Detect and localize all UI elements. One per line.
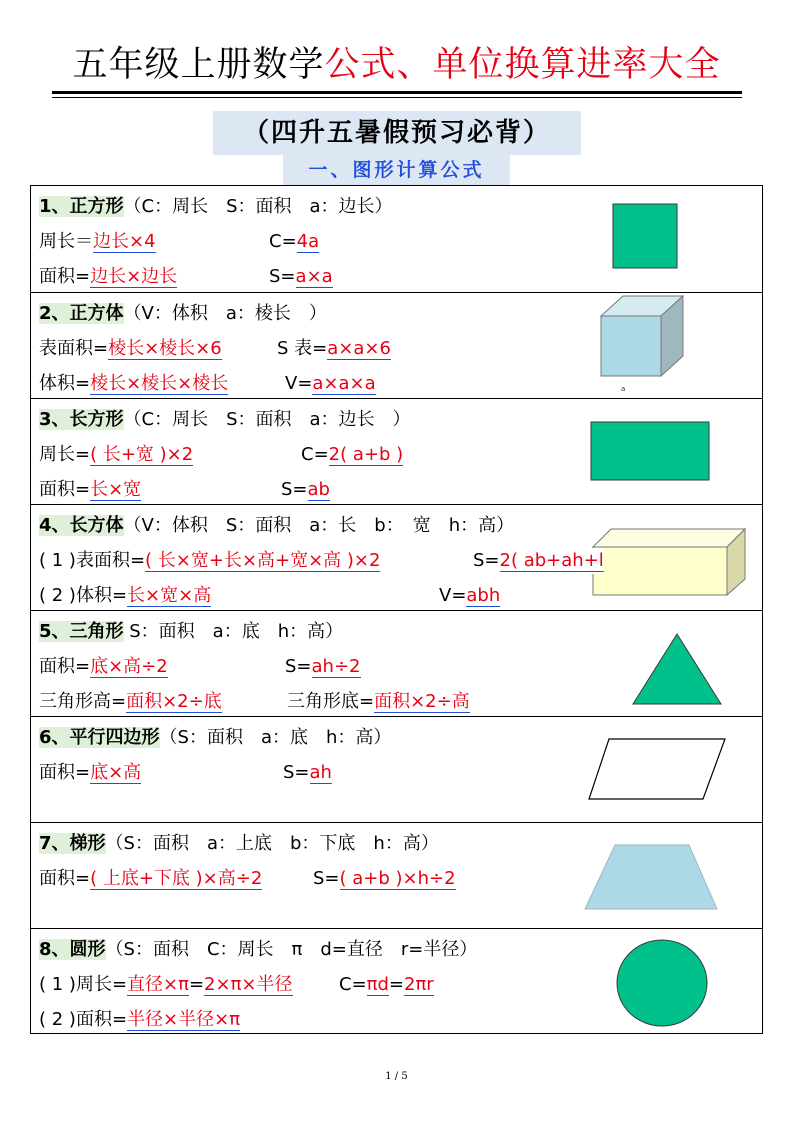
row-2-symbol — [285, 371, 376, 397]
formula: 2( ab+ah+l — [499, 550, 604, 571]
label: S 表= — [277, 338, 328, 359]
label: 三角形高= — [39, 691, 127, 712]
cube-figure — [597, 294, 687, 394]
block-vars: （V：体积 a：棱长 ） — [123, 303, 327, 324]
block-trapezoid — [31, 823, 762, 929]
block-circle — [31, 929, 762, 1033]
row-2 — [39, 1007, 240, 1033]
formula: ( 长+宽 )×2 — [90, 444, 194, 465]
row-2-symbol — [281, 477, 330, 503]
block-heading: 2、正方体 — [39, 303, 124, 324]
row-1 — [39, 442, 193, 468]
block-cuboid — [31, 505, 762, 611]
label: 表面积= — [39, 338, 109, 359]
row-1 — [39, 229, 156, 255]
formula: 棱长×棱长×6 — [108, 338, 222, 359]
formula: 底×高 — [90, 762, 142, 783]
label: ( 2 )体积= — [39, 585, 128, 606]
row-1-symbol — [339, 972, 434, 998]
row-1-symbol — [283, 760, 332, 786]
formula: 长×宽×高 — [127, 585, 212, 606]
subtitle: （四升五暑假预习必背） — [213, 111, 581, 155]
label: C= — [269, 231, 297, 252]
parallelogram-figure — [587, 737, 727, 803]
circle-figure — [615, 939, 711, 1029]
row-2-symbol — [439, 583, 500, 609]
label: S= — [281, 479, 308, 500]
formula: ah — [309, 762, 332, 783]
row-heading — [39, 407, 411, 433]
formula: ( 上底+下底 )×高÷2 — [90, 868, 263, 889]
label: 体积= — [39, 373, 91, 394]
formula: 面积×2÷高 — [374, 691, 470, 712]
block-cube — [31, 293, 762, 399]
formula: a×a×6 — [327, 338, 391, 359]
title-rule-thick — [52, 91, 742, 94]
label: 面积= — [39, 656, 91, 677]
formula: a×a — [295, 266, 333, 287]
formula: 棱长×棱长×棱长 — [90, 373, 229, 394]
formula: ( 长×宽+长×高+宽×高 )×2 — [145, 550, 381, 571]
block-heading: 6、平行四边形 — [39, 727, 160, 748]
row-1 — [39, 336, 222, 362]
block-heading: 3、长方形 — [39, 409, 124, 430]
formula: 半径×半径×π — [127, 1009, 241, 1030]
row-2 — [39, 477, 141, 503]
formula: ab — [307, 479, 330, 500]
formula: 长×宽 — [90, 479, 142, 500]
block-heading: 7、梯形 — [39, 833, 106, 854]
formula: 4a — [296, 231, 320, 252]
cube-label: a — [621, 385, 626, 393]
row-heading — [39, 725, 391, 751]
block-rectangle — [31, 399, 762, 505]
label: S= — [269, 266, 296, 287]
block-vars: （S：面积 a：底 h：高） — [159, 727, 392, 748]
title-black: 五年级上册数学 — [72, 45, 325, 85]
row-1-symbol — [269, 229, 319, 255]
label: S= — [473, 550, 500, 571]
label: ( 1 )表面积= — [39, 550, 146, 571]
section-heading: 一、图形计算公式 — [283, 154, 510, 186]
formula: abh — [466, 585, 501, 606]
formula: 2( a+b ) — [328, 444, 404, 465]
block-vars: （V：体积 S：面积 a：长 b： 宽 h：高） — [123, 515, 515, 536]
row-2 — [39, 264, 177, 290]
row-2-symbol — [269, 264, 333, 290]
title-red: 公式、单位换算进率大全 — [324, 45, 721, 85]
block-vars: （S：面积 a：上底 b：下底 h：高） — [105, 833, 439, 854]
formula: 边长×4 — [93, 231, 156, 252]
label: 周长＝ — [39, 231, 93, 252]
label: C= — [339, 974, 367, 995]
row-1 — [39, 866, 262, 892]
formula: 直径×π — [127, 974, 189, 995]
row-heading — [39, 937, 477, 963]
label: S= — [283, 762, 310, 783]
label: V= — [285, 373, 313, 394]
page-number: 1 / 5 — [385, 1071, 408, 1082]
row-2 — [39, 371, 228, 397]
rectangle-figure — [589, 420, 713, 484]
row-1 — [39, 972, 293, 998]
label: 面积= — [39, 762, 91, 783]
row-2-symbol — [287, 689, 470, 715]
block-vars: （C：周长 S：面积 a：边长 ） — [123, 409, 411, 430]
triangle-figure — [631, 632, 725, 706]
label: 面积= — [39, 479, 91, 500]
label: C= — [301, 444, 329, 465]
block-heading: 5、三角形 — [39, 621, 124, 642]
block-square — [31, 186, 762, 293]
row-1-symbol — [285, 654, 361, 680]
row-1 — [39, 760, 141, 786]
block-heading: 4、长方体 — [39, 515, 124, 536]
label: ( 1 )周长= — [39, 974, 128, 995]
row-2 — [39, 689, 222, 715]
row-1-symbol — [277, 336, 391, 362]
square-figure — [611, 202, 681, 272]
row-heading — [39, 831, 439, 857]
trapezoid-figure — [583, 843, 719, 911]
block-vars: S：面积 a：底 h：高） — [123, 621, 344, 642]
block-triangle — [31, 611, 762, 717]
block-vars: （S：面积 C：周长 π d=直径 r=半径） — [105, 939, 478, 960]
formula: ( a+b )×h÷2 — [339, 868, 456, 889]
formula: 2πr — [404, 974, 434, 995]
formula: 面积×2÷底 — [126, 691, 222, 712]
formula: 边长×边长 — [90, 266, 178, 287]
formula: ah÷2 — [311, 656, 361, 677]
label: 面积= — [39, 868, 91, 889]
label: S= — [285, 656, 312, 677]
equals: = — [188, 974, 205, 995]
row-2 — [39, 583, 211, 609]
formula: πd — [366, 974, 389, 995]
row-heading — [39, 619, 343, 645]
formula-table — [30, 185, 763, 1034]
label: 面积= — [39, 266, 91, 287]
row-1-symbol — [301, 442, 403, 468]
row-1-symbol — [473, 548, 604, 574]
row-heading — [39, 194, 393, 220]
block-parallelogram — [31, 717, 762, 823]
formula: 2×π×半径 — [204, 974, 293, 995]
row-1 — [39, 548, 380, 574]
row-heading — [39, 301, 327, 327]
block-vars: （C：周长 S：面积 a：边长） — [123, 196, 393, 217]
label: ( 2 )面积= — [39, 1009, 128, 1030]
equals: = — [388, 974, 405, 995]
block-heading: 1、正方形 — [39, 196, 124, 217]
label: 周长= — [39, 444, 91, 465]
formula: 底×高÷2 — [90, 656, 168, 677]
row-1-symbol — [313, 866, 456, 892]
label: 三角形底= — [287, 691, 375, 712]
block-heading: 8、圆形 — [39, 939, 106, 960]
page-title — [0, 40, 793, 90]
title-rule-thin — [52, 97, 742, 98]
row-1 — [39, 654, 168, 680]
label: V= — [439, 585, 467, 606]
row-heading — [39, 513, 514, 539]
label: S= — [313, 868, 340, 889]
cuboid-figure — [591, 527, 751, 597]
formula: a×a×a — [312, 373, 376, 394]
